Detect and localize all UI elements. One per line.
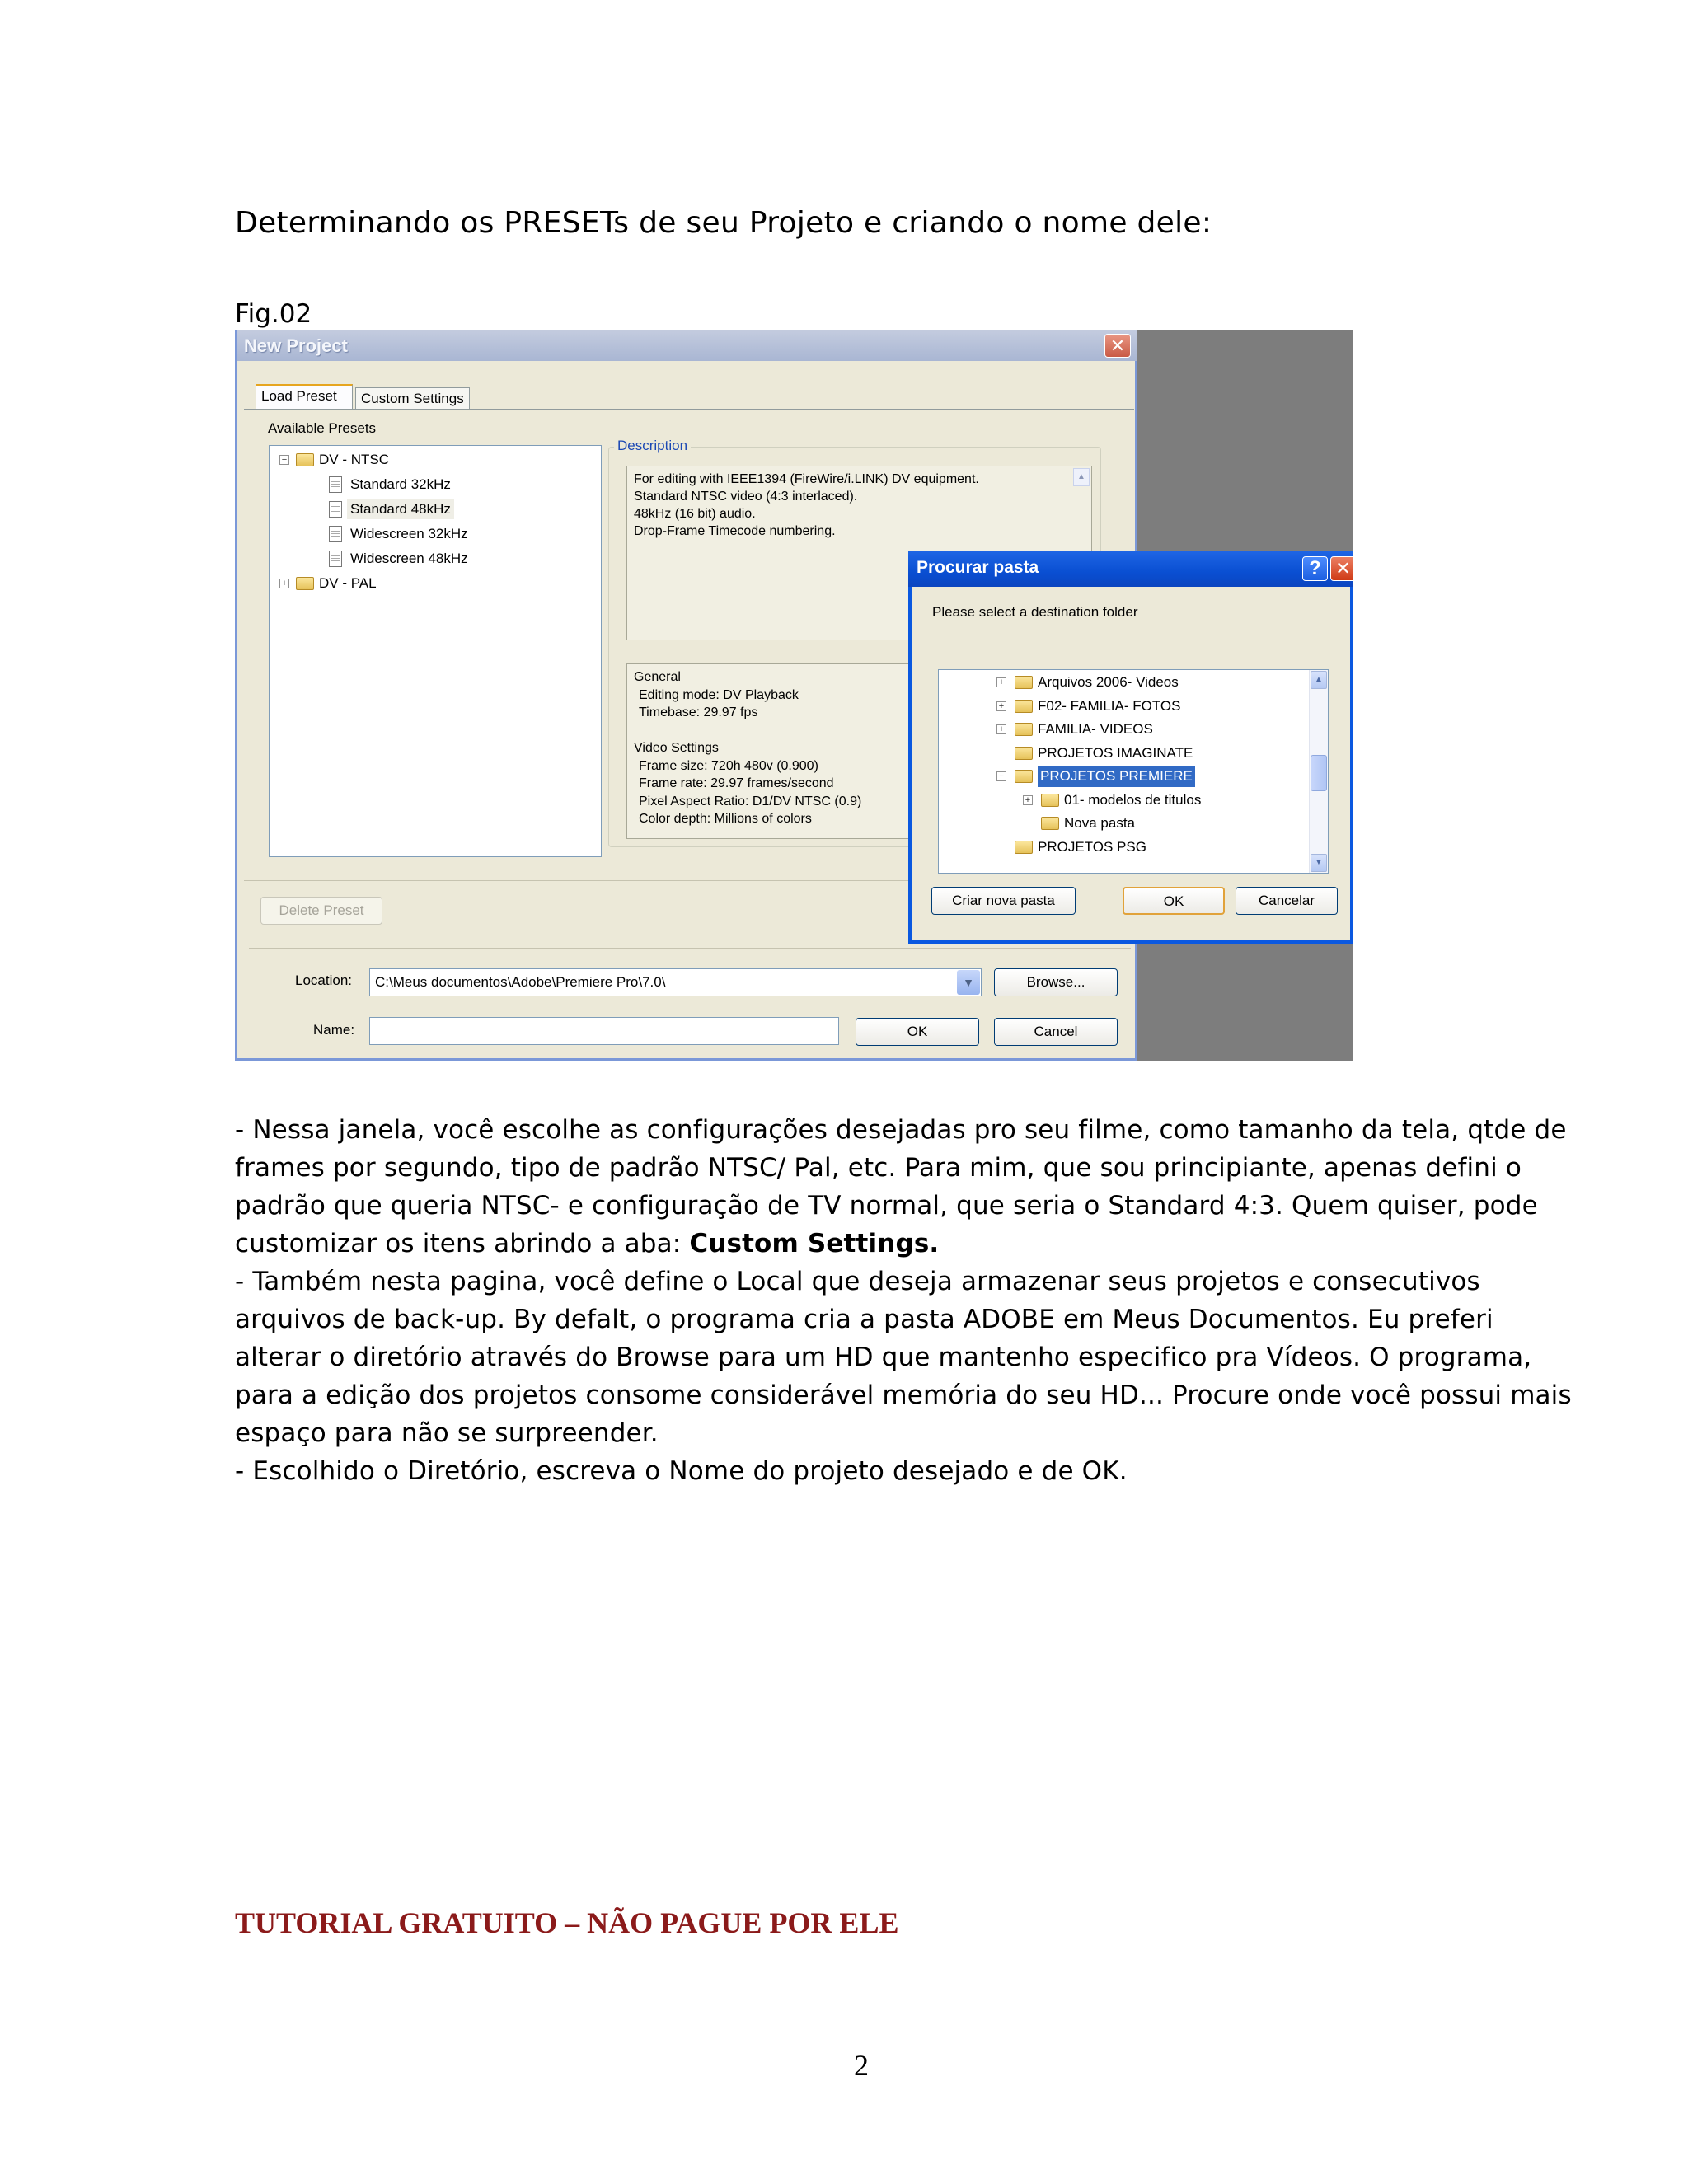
expand-icon[interactable]: +: [996, 724, 1006, 734]
preset-item-selected[interactable]: [329, 499, 527, 519]
close-icon[interactable]: ✕: [1330, 556, 1353, 581]
collapse-icon[interactable]: −: [996, 771, 1006, 781]
tree-group-label: DV - PAL: [319, 575, 377, 591]
folder-icon: [1015, 841, 1033, 854]
description-line: Drop-Frame Timecode numbering.: [634, 524, 836, 538]
paragraph-line: frames por segundo, tipo de padrão NTSC/ Pal, etc. Para mim, que sou principiante, apenas defini o: [235, 1153, 1522, 1183]
delete-preset-button[interactable]: Delete Preset: [260, 897, 382, 925]
preset-label: Widescreen 48kHz: [350, 551, 468, 566]
location-dropdown[interactable]: [369, 968, 982, 996]
scroll-down-icon[interactable]: ▼: [1311, 854, 1327, 872]
location-label: Location:: [295, 972, 352, 988]
figure-label: Fig.02: [235, 299, 312, 329]
folder-tree[interactable]: [938, 669, 1329, 874]
paragraph-line: alterar o diretório através do Browse para um HD que mantenho especifico pra Vídeos. O programa,: [235, 1343, 1532, 1372]
paragraph-line: arquivos de back-up. By defalt, o programa cria a pasta ADOBE em Meus Documentos. Eu preferi: [235, 1305, 1493, 1334]
description-line: For editing with IEEE1394 (FireWire/i.LINK) DV equipment.: [634, 472, 979, 486]
description-line: Standard NTSC video (4:3 interlaced).: [634, 490, 858, 504]
name-field[interactable]: [369, 1017, 839, 1045]
folder-icon: [1015, 723, 1033, 736]
page-heading: Determinando os PRESETs de seu Projeto e criando o nome dele:: [235, 206, 1212, 240]
cancel-button[interactable]: Cancelar: [1236, 887, 1338, 915]
footer-banner: TUTORIAL GRATUITO – NÃO PAGUE POR ELE: [235, 1906, 899, 1939]
presets-tree[interactable]: [269, 445, 602, 857]
browse-folder-dialog: [908, 551, 1353, 944]
ok-button[interactable]: OK: [856, 1018, 979, 1046]
expand-icon[interactable]: +: [279, 579, 289, 588]
folder-icon: [296, 453, 314, 466]
paragraph-line: - Escolhido o Diretório, escreva o Nome do projeto desejado e de OK.: [235, 1456, 1128, 1486]
tab-load-preset[interactable]: Load Preset: [256, 384, 353, 409]
paragraph-line: espaço para não se surpreender.: [235, 1418, 659, 1448]
folder-icon: [1015, 747, 1033, 760]
screenshot-figure: [235, 330, 1353, 1061]
folder-label: PROJETOS PREMIERE: [1038, 766, 1195, 787]
preset-label: Standard 48kHz: [347, 499, 454, 519]
folder-label: Nova pasta: [1064, 815, 1135, 831]
folder-icon: [1041, 794, 1059, 807]
folder-tree-item[interactable]: [996, 743, 1293, 764]
paragraph-line: para a edição dos projetos consome considerável memória do seu HD... Procure onde você possui mais: [235, 1380, 1572, 1410]
new-project-titlebar: [237, 330, 1137, 361]
folder-label: PROJETOS PSG: [1038, 838, 1146, 855]
folder-label: FAMILIA- VIDEOS: [1038, 721, 1153, 737]
cancel-button[interactable]: Cancel: [994, 1018, 1118, 1046]
chevron-down-icon[interactable]: ▼: [957, 970, 980, 995]
preset-file-icon: [329, 526, 342, 542]
page-number: 2: [854, 2049, 869, 2082]
folder-icon: [1015, 770, 1033, 783]
preset-file-icon: [329, 551, 342, 567]
new-folder-button[interactable]: Criar nova pasta: [931, 887, 1076, 915]
folder-tree-item[interactable]: [996, 837, 1293, 858]
ok-button[interactable]: OK: [1123, 887, 1225, 915]
folder-icon: [1015, 676, 1033, 689]
general-line: Frame size: 720h 480v (0.900): [639, 758, 818, 773]
paragraph-line: padrão que queria NTSC- e configuração de TV normal, que seria o Standard 4:3. Quem quiser, pode: [235, 1191, 1538, 1221]
scroll-thumb[interactable]: [1311, 755, 1327, 791]
help-icon[interactable]: ?: [1302, 556, 1328, 581]
browse-folder-titlebar: [908, 551, 1353, 587]
paragraph-text: customizar os itens abrindo a aba:: [235, 1229, 690, 1258]
description-label: Description: [614, 438, 691, 454]
folder-icon: [296, 577, 314, 590]
paragraph-line: - Nessa janela, você escolhe as configurações desejadas pro seu filme, como tamanho da tela, qtde de: [235, 1115, 1567, 1145]
preset-item[interactable]: [329, 475, 527, 494]
expand-icon[interactable]: +: [996, 701, 1006, 711]
preset-file-icon: [329, 476, 342, 493]
folder-tree-item[interactable]: [996, 672, 1293, 693]
folder-label: F02- FAMILIA- FOTOS: [1038, 697, 1181, 714]
general-line: General: [634, 670, 681, 684]
tree-group-dv-ntsc[interactable]: [278, 450, 443, 470]
folder-label: 01- modelos de titulos: [1064, 791, 1202, 808]
tab-divider: [244, 409, 1134, 410]
tree-group-dv-pal[interactable]: [278, 574, 443, 593]
general-line: Color depth: Millions of colors: [639, 812, 812, 826]
close-icon[interactable]: ✕: [1104, 334, 1131, 358]
general-line: Editing mode: DV Playback: [639, 687, 799, 702]
folder-tree-item[interactable]: [996, 719, 1293, 740]
folder-tree-item[interactable]: [1023, 813, 1320, 834]
browse-button[interactable]: Browse...: [994, 968, 1118, 996]
scroll-up-icon[interactable]: ▲: [1073, 468, 1090, 486]
tab-custom-settings[interactable]: Custom Settings: [355, 387, 470, 409]
description-line: 48kHz (16 bit) audio.: [634, 507, 756, 521]
collapse-icon[interactable]: −: [279, 455, 289, 465]
available-presets-label: Available Presets: [268, 420, 377, 436]
divider: [249, 948, 1131, 949]
folder-icon: [1041, 817, 1059, 830]
folder-icon: [1015, 700, 1033, 713]
paragraph-line: - Também nesta pagina, você define o Local que deseja armazenar seus projetos e consecutivos: [235, 1267, 1480, 1296]
folder-tree-item[interactable]: [996, 766, 1293, 787]
expand-icon[interactable]: +: [1023, 795, 1033, 805]
tree-group-label: DV - NTSC: [319, 452, 389, 467]
scroll-up-icon[interactable]: ▲: [1311, 671, 1327, 689]
new-project-title: New Project: [244, 335, 348, 356]
browse-folder-title: Procurar pasta: [917, 558, 1039, 577]
preset-item[interactable]: [329, 524, 527, 544]
general-line: Timebase: 29.97 fps: [639, 705, 758, 719]
folder-label: PROJETOS IMAGINATE: [1038, 744, 1193, 761]
folder-tree-item[interactable]: [996, 696, 1293, 717]
browse-folder-message: Please select a destination folder: [932, 604, 1138, 620]
preset-file-icon: [329, 501, 342, 518]
vertical-scrollbar[interactable]: [1309, 670, 1328, 873]
folder-tree-item[interactable]: [1023, 790, 1320, 811]
preset-label: Standard 32kHz: [350, 476, 451, 492]
preset-item[interactable]: [329, 549, 527, 569]
name-label: Name:: [313, 1022, 355, 1038]
general-line: Pixel Aspect Ratio: D1/DV NTSC (0.9): [639, 794, 862, 808]
general-line: Video Settings: [634, 741, 719, 755]
paragraph-line: [235, 1225, 939, 1263]
preset-label: Widescreen 32kHz: [350, 526, 468, 541]
expand-icon[interactable]: +: [996, 677, 1006, 687]
folder-label: Arquivos 2006- Videos: [1038, 674, 1179, 690]
general-line: Frame rate: 29.97 frames/second: [639, 776, 834, 790]
custom-settings-emphasis: Custom Settings.: [689, 1229, 940, 1258]
location-value: C:\Meus documentos\Adobe\Premiere Pro\7.0\: [375, 974, 666, 990]
